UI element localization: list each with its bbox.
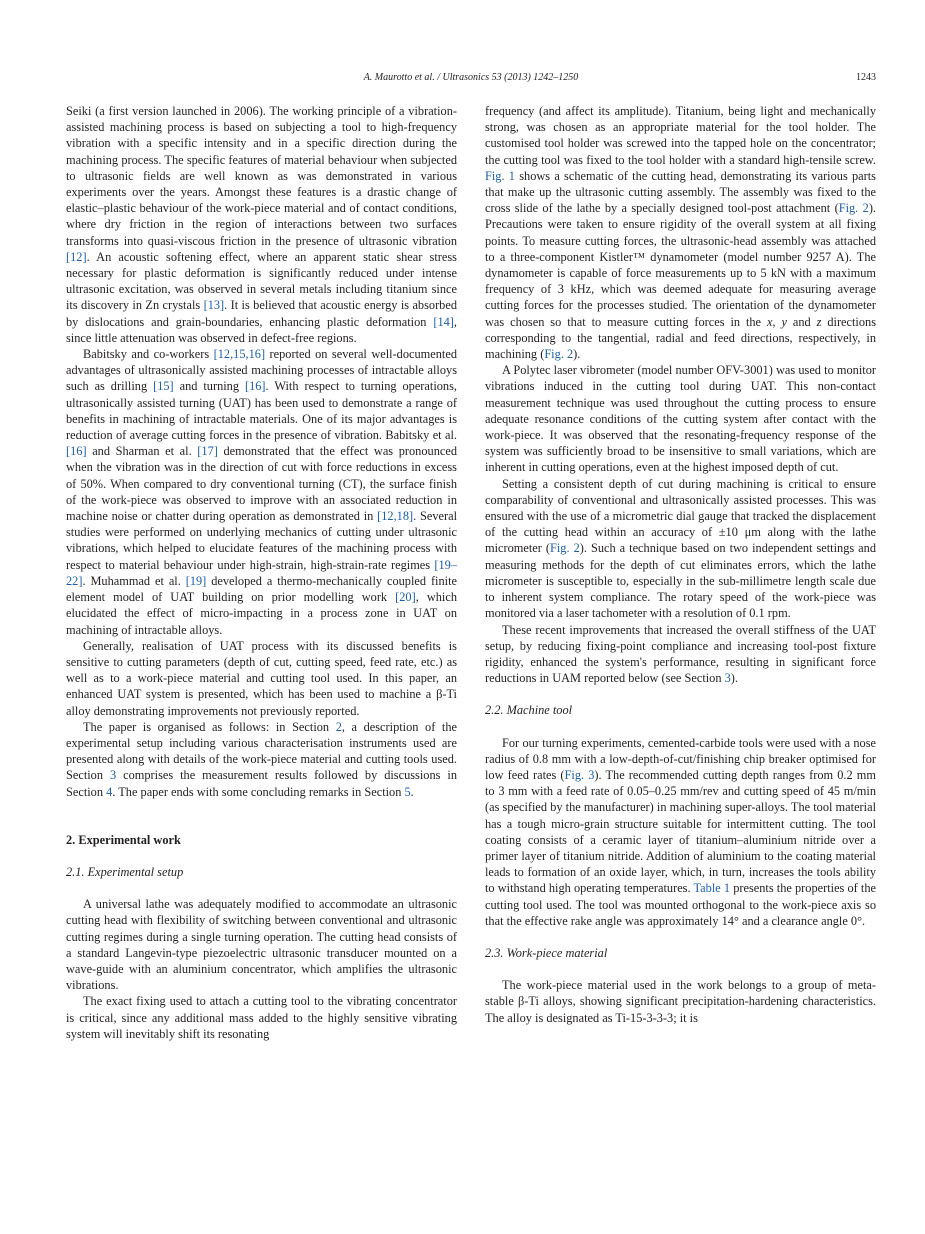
citation-link[interactable]: [12,18] [377,509,414,524]
citation-link[interactable]: [17] [197,444,218,459]
citation-link[interactable]: [13] [203,298,225,313]
section-link[interactable]: 3 [109,768,117,783]
left-column [66,103,457,1042]
section-link[interactable]: 2 [335,719,342,734]
paragraph: Setting a consistent depth of cut during machining is critical to ensure comparability of conventional and ultrasonically assisted processes. This was ensured with the use of a micrometric dial gauge that tracked the displacement of the cutting head within an accuracy of ±10 μm along with the lathe micrometer (Fig. 2). Such a technique based on two independent settings and measuring methods for the depth of cut eliminates errors, which the lathe micrometer is susceptible to, especially in the sub-millimetre length scale due to inherent system compliance. The rotary speed of the work-piece was monitored via a laser tachometer with a resolution of 0.1 rpm. [485,476,876,621]
citation-link[interactable]: [16] [244,379,266,394]
figure-link[interactable]: Fig. 2 [550,541,580,556]
citation-link[interactable]: [19–22] [66,557,457,588]
subsection-heading: 2.1. Experimental setup [66,864,184,879]
figure-link[interactable]: Fig. 2 [838,201,869,216]
section-link[interactable]: 3 [724,671,731,686]
section-link[interactable]: 5 [404,784,411,799]
running-header [66,72,876,88]
section-link[interactable]: 4 [106,784,113,799]
paragraph: Generally, realisation of UAT process with its discussed benefits is sensitive to cutting parameters (depth of cut, cutting speed, feed rate, etc.) as well as to a work-piece material and cutting tool used. In this paper, an enhanced UAT system is presented, which has been used to machine a β-Ti alloy demonstrating improvements not previously reported. [66,638,457,718]
citation-link[interactable]: [12,15,16] [213,347,266,362]
table-link[interactable]: Table 1 [693,881,731,896]
page-number: 1243 [856,72,876,83]
paragraph: The exact fixing used to attach a cutting tool to the vibrating concentrator is critical, since any additional mass added to the highly sensitive vibrating system will inevitably shift its resonating [66,994,457,1041]
section-heading: 2. Experimental work [66,832,181,847]
subsection-heading: 2.2. Machine tool [485,703,573,718]
figure-link[interactable]: Fig. 1 [485,168,515,183]
citation-link[interactable]: [14] [433,314,454,329]
paragraph: Babitsky and co-workers [12,15,16] reported on several well-documented advantages of ultrasonically assisted machining processes of intractable alloys such as drilling [15] and turning [16]. With respect to turning operations, ultrasonically assisted turning (UAT) has been used to demonstrate a range of benefits in machining of intractable materials. One of its major advantages is reduction of average cutting forces in the presence of vibration. Babitsky et al. [16] and Sharman et al. [17] demonstrated that the effect was pronounced when the vibration was in the direction of cut with force reductions in excess of 50%. When compared to dry conventional turning (CT), the surface finish of the work-piece was observed to improve with an associated reduction in machine noise or chatter during operation as demonstrated in [12,18]. Several studies were performed on underlying mechanics of cutting under ultrasonic vibrations, which helped to elucidate features of the machining process with respect to material behaviour under high-strain, high-strain-rate regimes [19–22]. Muhammad et al. [19] developed a thermo-mechanically coupled finite element model of UAT building on prior modelling work [20], which elucidated the effect of micro-impacting in a process zone in UAT on machining of intractable alloys. [66,347,458,637]
paragraph: Seiki (a first version launched in 2006). The working principle of a vibration-assisted machining process is based on subjecting a tool to high-frequency vibration with a specific intensity and in a specific direction during the machining process. The specific features of material behaviour when subjected to ultrasonic fields are well known as was demonstrated in various experiments over the years. Amongst these features is a drastic change of elastic–plastic behaviour of the work-piece material and of contact conditions, where dry friction in the region of interactions between two surfaces transforms into quasi-viscous friction in the presence of ultrasonic vibration [12]. An acoustic softening effect, where an apparent static shear stress necessary for plastic deformation is significantly reduced under intense ultrasonic excitation, was observed in several metals including titanium since its discovery in Zn crystals [13]. It is believed that acoustic energy is absorbed by dislocations and grain-boundaries, enhancing plastic deformation [14], since little attenuation was observed in defect-free regions. [66,104,458,345]
paragraph: For our turning experiments, cemented-carbide tools were used with a nose radius of 0.8 mm with a low-depth-of-cut/finishing chip breaker optimised for low feed rates (Fig. 3). The recommended cutting depth ranges from 0.2 mm to 3 mm with a feed rate of 0.05–0.25 mm/rev and cutting speed of 45 m/min (as specified by the manufacturer) in machining super-alloys. The tool material has a tough micro-grain structure suitable for intermittent cutting. The tool coating consists of a ceramic layer of titanium–aluminium nitride over a primer layer of titanium nitride. Addition of aluminium to the coating material leads to formation of an oxide layer, which, in turn, increases the tools ability to withstand high operating temperatures. Table 1 presents the properties of the cutting tool used. The tool was mounted orthogonal to the work-piece axis so that the effective rake angle was approximately 14° and a clearance angle 0°. [485,735,877,928]
paragraph: frequency (and affect its amplitude). Titanium, being light and mechanically strong, was chosen as an appropriate material for the tool holder. The customised tool holder was screwed into the tapped hole on the concentrator; the cutting tool was fixed to the tool holder with a standard high-tensile screw. Fig. 1 shows a schematic of the cutting head, demonstrating its various parts that make up the ultrasonic cutting assembly. The assembly was fixed to the cross slide of the lathe by a specially designed tool-post attachment (Fig. 2). Precautions were taken to ensure rigidity of the overall system at all fixing points. To measure cutting forces, the ultrasonic-head assembly was attached to a three-component Kistler™ dynamometer (model number 9257 A). The dynamometer is capable of force measurements up to 5 kN with a maximum frequency of 3 kHz, which was deemed adequate for measuring average cutting forces for the processes studied. The orientation of the dynamometer was chosen so that to measure cutting forces in the x, y and z directions corresponding to the tangential, radial and feed directions, respectively, in machining (Fig. 2). [485,104,877,362]
paragraph: A universal lathe was adequately modified to accommodate an ultrasonic cutting head with flexibility of switching between conventional and ultrasonic cutting regimes during a single turning operation. The cutting head consists of a standard Langevin-type piezoelectric ultrasonic transducer mounted on a wave-guide with an aluminium concentrator, which amplifies the ultrasonic vibrations. [66,897,457,993]
citation-link[interactable]: [12] [66,249,87,264]
subsection-heading: 2.3. Work-piece material [485,945,608,960]
citation-link[interactable]: [20] [395,590,416,605]
right-column [485,103,876,1026]
figure-link[interactable]: Fig. 2 [544,347,574,362]
running-title: A. Maurotto et al. / Ultrasonics 53 (2013) 1242–1250 [363,72,579,83]
figure-link[interactable]: Fig. 3 [564,767,595,782]
paragraph: These recent improvements that increased the overall stiffness of the UAT setup, by reducing fixing-point compliance and increasing tool-post fixture rigidity, enhanced the system's performance, resulting in significant force reductions in UAM reported below (see Section 3). [485,622,876,686]
citation-link[interactable]: [15] [153,379,174,394]
paragraph: A Polytec laser vibrometer (model number OFV-3001) was used to monitor vibrations induced in the cutting tool during UAT. This non-contact measurement technique was used throughout the cutting process to ensure adequate resonance conditions of the cutting system after contact with the work-piece. It was observed that the resonating-frequency response of the system was sufficiently broad to be insensitive to small variations, which are inherent in cutting operations, even at the highest imposed depth of cut. [485,363,876,475]
citation-link[interactable]: [16] [66,444,87,459]
citation-link[interactable]: [19] [185,573,207,588]
paragraph: The work-piece material used in the work belongs to a group of meta-stable β-Ti alloys, showing significant precipitation-hardening characteristics. The alloy is designated as Ti-15-3-3-3; it is [485,978,876,1025]
paragraph: The paper is organised as follows: in Section 2, a description of the experimental setup including various characterisation instruments used are presented along with details of the work-piece material and cutting tools used. Section 3 comprises the measurement results followed by discussions in Section 4. The paper ends with some concluding remarks in Section 5. [66,719,457,799]
